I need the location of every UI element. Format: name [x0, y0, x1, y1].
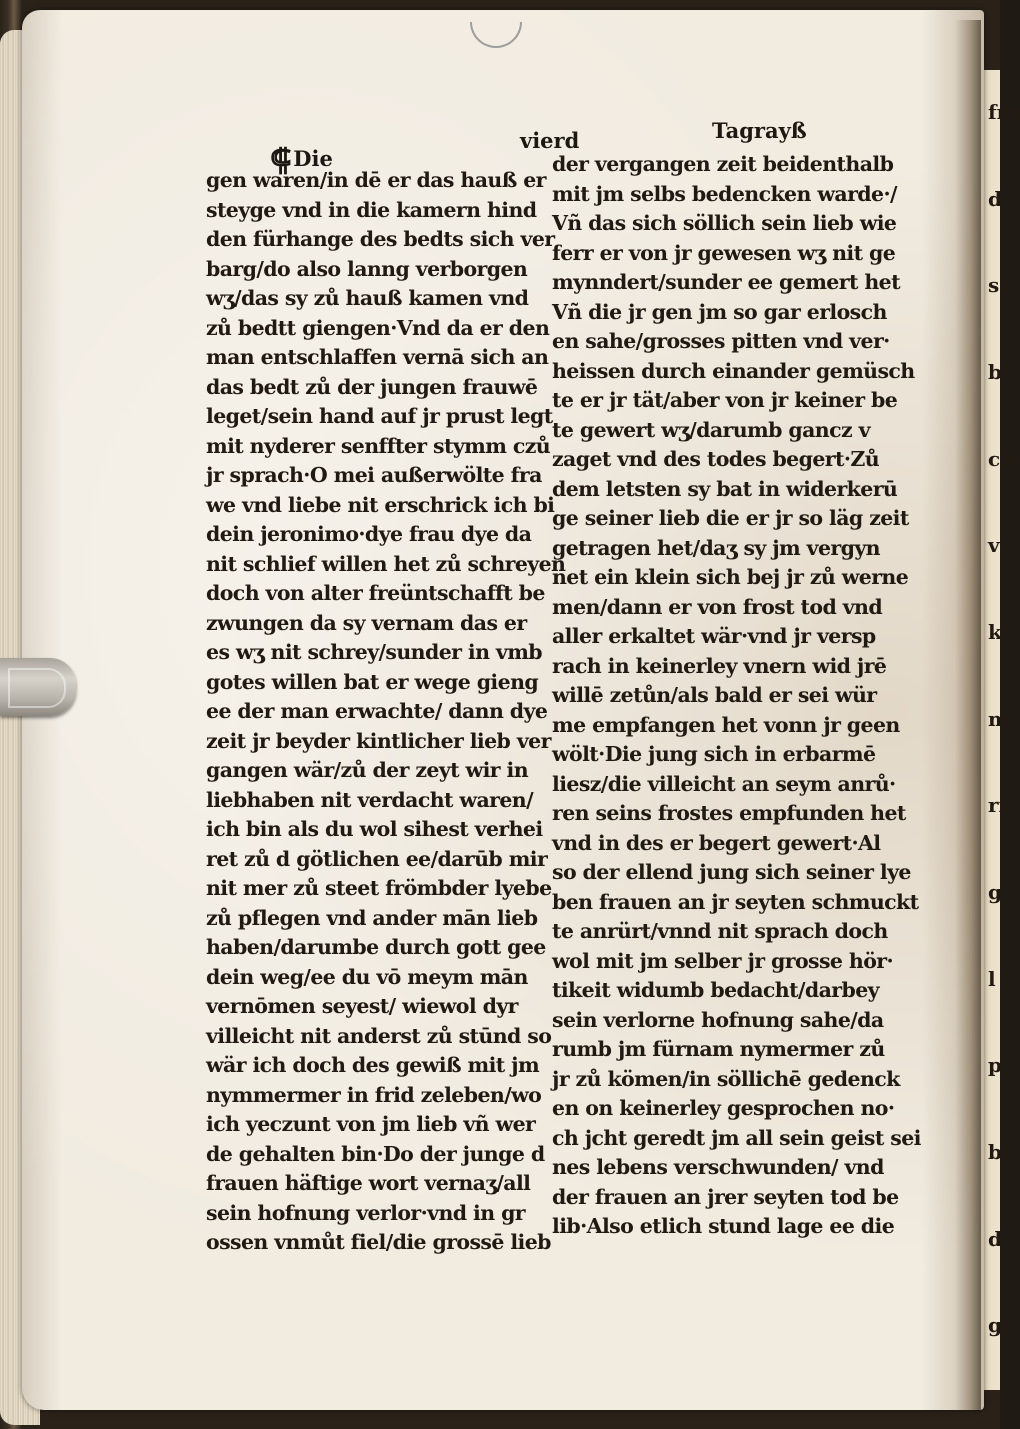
text-line: dein jeronimo·dye frau dye da: [206, 522, 532, 546]
text-line: wär ich doch des gewiß mit jm: [206, 1053, 540, 1077]
text-line: zů bedtt giengen·Vnd da er den: [206, 315, 550, 340]
adjacent-page-fragment: ch: [988, 446, 1015, 471]
text-line: Vñ die jr gen jm so gar erlosch: [552, 299, 887, 324]
text-line: en sahe/grosses pitten vnd ver·: [552, 329, 890, 353]
text-line: villeicht nit anderst zů stūnd so: [206, 1023, 552, 1048]
text-line: jr sprach·O mei außerwölte fra: [206, 463, 542, 487]
adjacent-page-fragment: fre: [988, 100, 1020, 124]
text-line: te gewert wʒ/darumb gancz v: [552, 417, 870, 442]
text-line: rach in keinerley vnern wid jrē: [552, 653, 887, 678]
text-line: ich yeczunt von jm lieb vñ wer: [206, 1112, 536, 1136]
adjacent-page-fragment: d: [988, 186, 1002, 211]
adjacent-page-fragment: ri: [988, 793, 1007, 818]
text-line: mynndert/sunder ee gemert het: [552, 270, 900, 294]
text-line: den fürhange des bedts sich ver: [206, 227, 555, 251]
text-line: heissen durch einander gemüsch: [552, 358, 915, 383]
text-line: es wʒ nit schrey/sunder in vmb: [206, 640, 543, 664]
text-line: mit nyderer senffter stymm czů: [206, 433, 551, 458]
text-line: dem letsten sy bat in widerkerū: [552, 476, 898, 501]
text-line: der frauen an jrer seyten tod be: [552, 1184, 899, 1209]
text-line: net ein klein sich bej jr zů werne: [552, 565, 909, 589]
adjacent-page-fragment: p: [988, 1053, 1002, 1078]
text-line: men/dann er von frost tod vnd: [552, 594, 883, 619]
text-line: dein weg/ee du vō meym mān: [206, 964, 528, 989]
text-line: frauen häftige wort vernaʒ/all: [206, 1171, 531, 1195]
text-line: gotes willen bat er wege gieng: [206, 669, 539, 694]
page-clip: [0, 658, 76, 716]
text-line: gangen wär/zů der zeyt wir in: [206, 758, 529, 782]
text-line: der vergangen zeit beidenthalb: [552, 152, 894, 176]
running-header-center: vierd: [520, 128, 580, 153]
adjacent-page-fragment: gr: [988, 1313, 1013, 1338]
text-line: me empfangen het vonn jr geen: [552, 712, 900, 737]
adjacent-page-fragment: m: [988, 706, 1010, 731]
text-line: tikeit widumb bedacht/darbey: [552, 978, 879, 1002]
text-line: jr zů kömen/in söllichē gedenck: [552, 1066, 900, 1091]
header-left-text: Die: [293, 146, 333, 171]
text-line: liebhaben nit verdacht waren/: [206, 787, 533, 812]
text-line: leget/sein hand auf jr prust legt: [206, 404, 553, 428]
text-line: zů pflegen vnd ander mān lieb: [206, 905, 538, 930]
text-line: ge seiner lieb die er jr so läg zeit: [552, 506, 909, 530]
text-line: ich bin als du wol sihest verhei: [206, 817, 543, 841]
text-line: haben/darumbe durch gott gee: [206, 935, 546, 959]
adjacent-page-fragment: b: [988, 360, 1002, 384]
text-line: rumb jm fürnam nymermer zů: [552, 1037, 885, 1061]
text-line: wölt·Die jung sich in erbarmē: [552, 742, 876, 766]
text-line: ret zů d götlichen ee/darūb mir: [206, 846, 548, 871]
text-line: wʒ/das sy zů hauß kamen vnd: [206, 286, 529, 310]
adjacent-page-fragment: v: [988, 533, 1000, 558]
text-line: sein verlorne hofnung sahe/da: [552, 1007, 884, 1032]
text-line: nes lebens verschwunden/ vnd: [552, 1155, 884, 1179]
text-column-left: [206, 166, 566, 1258]
text-line: zaget vnd des todes begert·Zů: [552, 447, 880, 471]
text-line: ferr er von jr gewesen wʒ nit ge: [552, 240, 896, 265]
text-column-right: [552, 150, 921, 1242]
text-line: we vnd liebe nit erschrick ich bi: [206, 492, 555, 517]
adjacent-page-fragment: l: [988, 966, 996, 991]
text-line: wol mit jm selber jr grosse hör·: [552, 948, 894, 973]
adjacent-page-fragment: d: [988, 1226, 1002, 1251]
text-line: ch jcht geredt jm all sein geist sei: [552, 1125, 921, 1150]
text-line: das bedt zů der jungen frauwē: [206, 374, 538, 399]
running-header-right: Tagrayß: [712, 118, 807, 143]
text-line: zwungen da sy vernam das er: [206, 610, 527, 635]
text-line: so der ellend jung sich seiner lye: [552, 860, 911, 884]
adjacent-page-fragment: k: [988, 620, 1002, 644]
text-line: ben frauen an jr seyten schmuckt: [552, 889, 919, 914]
text-line: en on keinerley gesprochen no·: [552, 1096, 895, 1120]
adjacent-page-fragment: sc: [988, 273, 1012, 298]
text-line: ren seins frostes empfunden het: [552, 801, 906, 825]
text-line: gen waren/in dē er das hauß er: [206, 168, 546, 192]
text-line: nymmermer in frid zeleben/wo: [206, 1082, 542, 1107]
text-line: te er jr tät/aber von jr keiner be: [552, 388, 898, 412]
pilcrow-icon: ⸿: [270, 143, 292, 178]
text-line: de gehalten bin·Do der junge d: [206, 1141, 545, 1166]
text-line: mit jm selbs bedencken warde·/: [552, 181, 897, 206]
text-line: sein hofnung verlor·vnd in gr: [206, 1200, 525, 1225]
text-line: aller erkaltet wär·vnd jr versp: [552, 624, 876, 648]
text-line: vnd in des er begert gewert·Al: [552, 830, 881, 855]
text-line: lib·Also etlich stund lage ee die: [552, 1214, 895, 1238]
text-line: getragen het/daʒ sy jm vergyn: [552, 535, 880, 560]
text-line: nit mer zů steet frömbder lyebe: [206, 876, 552, 900]
text-line: doch von alter freüntschafft be: [206, 581, 545, 605]
text-line: willē zetůn/als bald er sei wür: [552, 683, 877, 707]
text-line: te anrürt/vnnd nit sprach doch: [552, 919, 888, 943]
text-line: man entschlaffen vernā sich an: [206, 345, 549, 369]
text-line: zeit jr beyder kintlicher lieb ver: [206, 728, 551, 753]
text-line: Vñ das sich söllich sein lieb wie: [552, 211, 897, 235]
adjacent-page-fragment: g: [988, 880, 1002, 904]
text-line: steyge vnd in die kamern hind: [206, 197, 537, 222]
text-line: ee der man erwachte/ dann dye: [206, 699, 548, 723]
text-line: vernōmen seyest/ wiewol dyr: [206, 994, 518, 1018]
text-line: liesz/die villeicht an seym anrů·: [552, 771, 896, 796]
adjacent-page-fragment: b: [988, 1140, 1002, 1164]
text-line: nit schlief willen het zů schreyen: [206, 551, 566, 576]
text-line: barg/do also lanng verborgen: [206, 256, 528, 281]
text-line: ossen vnmůt fiel/die grossē lieb: [206, 1230, 551, 1254]
